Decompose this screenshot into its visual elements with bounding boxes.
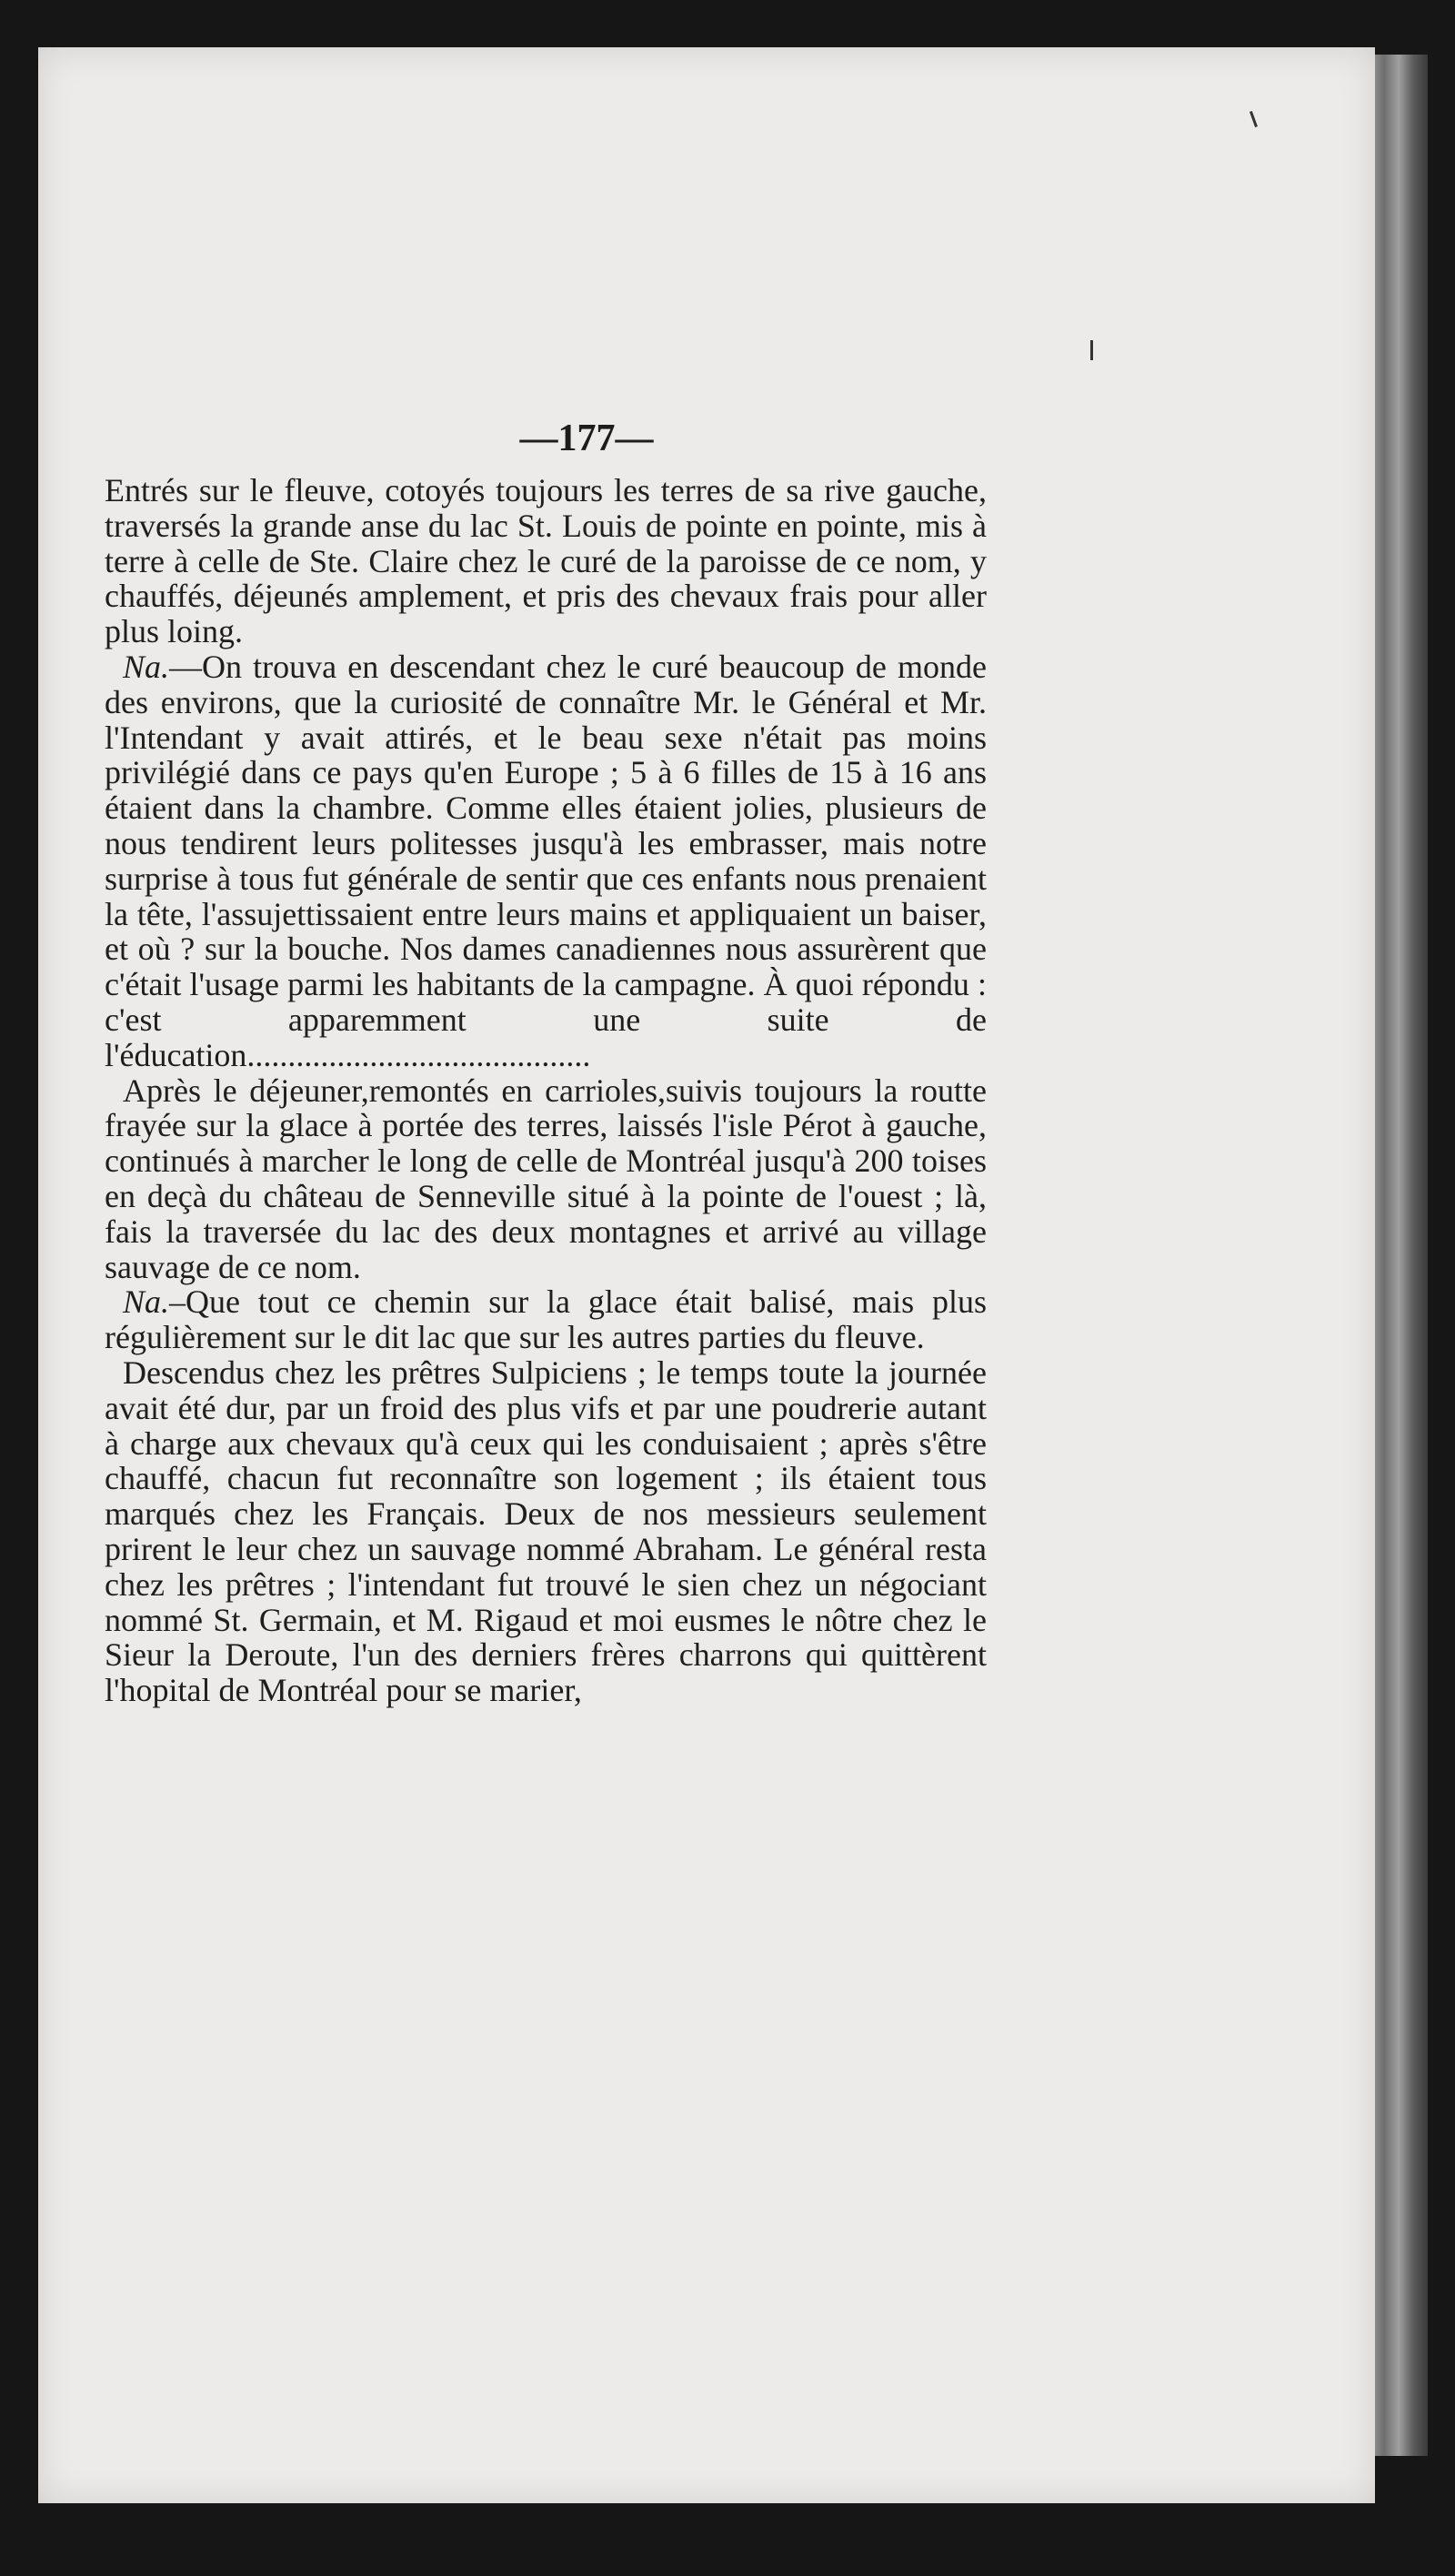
paragraph — [105, 1073, 987, 1285]
paragraph-text: –Que tout ce chemin sur la glace était balisé, mais plus régulièrement sur le dit lac que sur les autres parties du fleuve. — [105, 1283, 987, 1356]
paragraph — [105, 1284, 987, 1355]
paragraph-text: Descendus chez les prêtres Sulpiciens ; le temps toute la journée avait été dur, par un froid des plus vifs et par une poudrerie autant à charge aux chevaux qu'à ceux qui les conduisaient ; après s'être chauffé, chacun fut reconnaître son logement ; ils étaient tous marqués chez les Français. Deux de nos messieurs seulement prirent le leur chez un sauvage nommé Abraham. Le général resta chez les prêtres ; l'intendant fut trouvé le sien chez un négociant nommé St. Germain, et M. Rigaud et moi eusmes le nôtre chez le Sieur la Deroute, l'un des derniers frères charrons qui quittèrent l'hopital de Montréal pour se marier, — [105, 1353, 987, 1709]
paragraph — [105, 1355, 987, 1708]
paragraph — [105, 473, 987, 649]
page-body — [105, 473, 987, 1708]
paragraph — [105, 649, 987, 1073]
speck-mark — [1249, 111, 1258, 127]
paragraph-text: Après le déjeuner,remontés en carrioles,suivis toujours la routte frayée sur la glace à portée des terres, laissés l'isle Pérot à gauche, continués à marcher le long de celle de Montréal jusqu'à 200 toises en deçà du château de Senneville situé à la pointe de l'ouest ; là, fais la traversée du lac des deux montagnes et arrivé au village sauvage de ce nom. — [105, 1072, 987, 1285]
na-label: Na. — [123, 648, 170, 685]
paragraph-text: Entrés sur le fleuve, cotoyés toujours les terres de sa rive gauche, traversés la grande anse du lac St. Louis de pointe en pointe, mis à terre à celle de Ste. Claire chez le curé de la paroisse de ce nom, y chauffés, déjeunés amplement, et pris des chevaux frais pour aller plus loing. — [105, 472, 987, 650]
speck-mark — [1090, 340, 1093, 360]
na-label: Na. — [123, 1283, 170, 1321]
paragraph-text: —On trouva en descendant chez le curé beaucoup de monde des environs, que la curiosité de connaître Mr. le Général et Mr. l'Intendant y avait attirés, et le beau sexe n'était pas moins privilégié dans ce pays qu'en Europe ; 5 à 6 filles de 15 à 16 ans étaient dans la chambre. Comme elles étaient jolies, plusieurs de nous tendirent leurs politesses jusqu'à les embrasser, mais notre surprise à tous fut générale de sentir que ces enfants nous prenaient la tête, l'assujettissaient entre leurs mains et appliquaient un baiser, et où ? sur la bouche. Nos dames canadiennes nous assurèrent que c'était l'usage parmi les habitants de la campagne. À quoi répondu : c'est apparemment une suite de l'éducation.......................................... — [105, 648, 987, 1073]
page-number: —177— — [519, 418, 654, 459]
